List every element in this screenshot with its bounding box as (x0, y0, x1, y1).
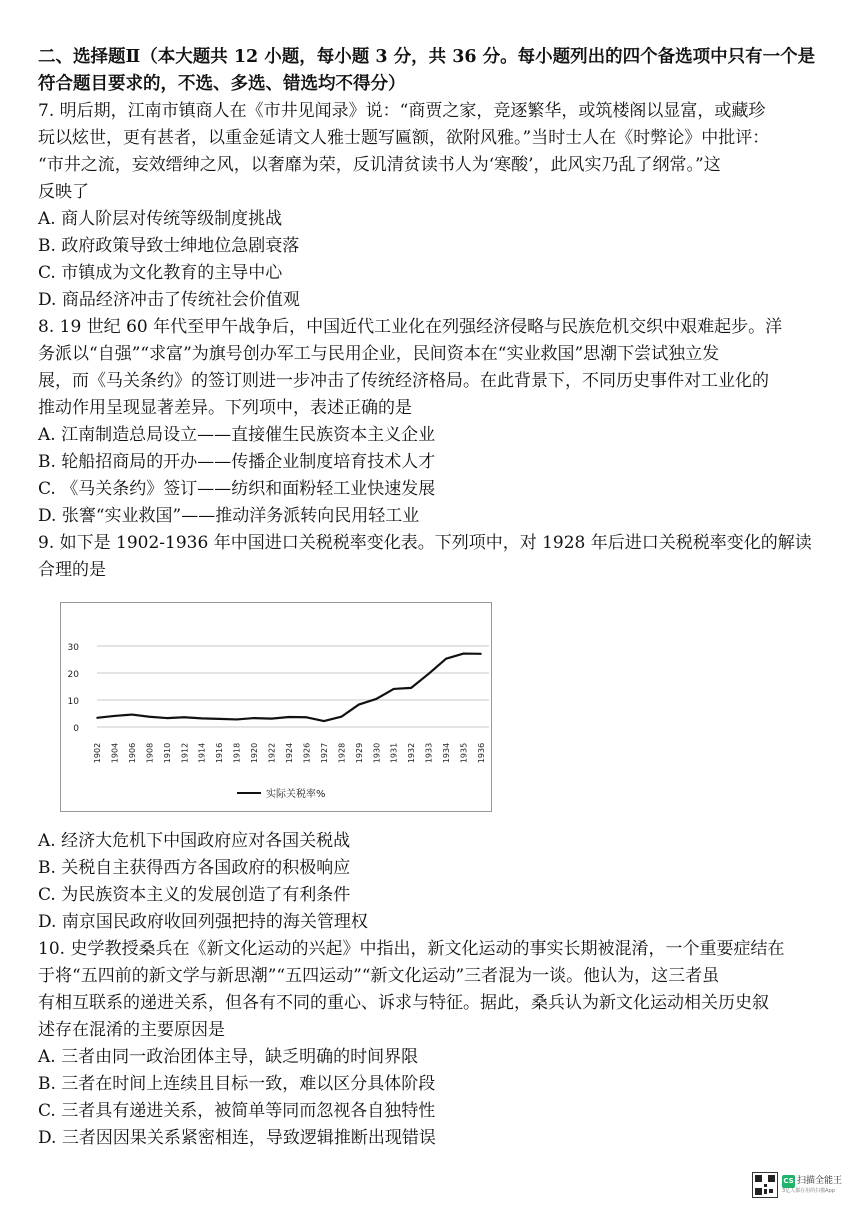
question-7-stem-line3: “市井之流，妄效缙绅之风，以奢靡为荣，反讥清贫读书人为‘寒酸’，此风实乃乱了纲常。”这 (38, 155, 721, 175)
legend-label-0: 实际关税率% (266, 789, 326, 800)
question-8 (38, 314, 822, 530)
x-tick-label-1931: 1931 (389, 742, 399, 764)
data-point-1906 (131, 714, 133, 716)
data-point-1933 (428, 673, 430, 675)
x-tick-label-1933: 1933 (424, 742, 434, 764)
question-7-option-d: D. 商品经济冲击了传统社会价值观 (38, 290, 300, 310)
x-tick-label-1932: 1932 (407, 742, 417, 764)
data-point-1902 (96, 717, 98, 719)
data-point-1928 (341, 716, 343, 718)
data-point-1918 (236, 719, 238, 721)
section-title-line1: 二、选择题Ⅱ（本大题共 12 小题，每小题 3 分，共 36 分。每小题列出的四个备选项中只有一个是 (38, 47, 816, 67)
scanner-watermark (752, 1168, 844, 1202)
y-tick-label-0: 0 (73, 724, 79, 734)
x-tick-label-1930: 1930 (372, 742, 382, 764)
x-tick-label-1935: 1935 (459, 742, 469, 764)
data-point-1914 (201, 718, 203, 720)
question-7-stem-line2: 玩以炫世，更有甚者，以重金延请文人雅士题写匾额，欲附风雅。”当时士人在《时弊论》中批评： (38, 128, 770, 148)
question-8-option-b: B. 轮船招商局的开办——传播企业制度培育技术人才 (38, 452, 436, 472)
x-tick-label-1914: 1914 (197, 742, 207, 764)
x-tick-label-1906: 1906 (127, 742, 137, 764)
x-tick-label-1910: 1910 (162, 742, 172, 764)
scanner-brand: 扫描全能王 (797, 1176, 843, 1186)
question-9-option-c: C. 为民族资本主义的发展创造了有利条件 (38, 885, 351, 905)
y-tick-label-30: 30 (67, 643, 79, 653)
data-point-1926 (306, 716, 308, 718)
data-point-1910 (166, 717, 168, 719)
x-tick-label-1927: 1927 (319, 742, 329, 764)
x-tick-label-1936: 1936 (477, 742, 486, 764)
x-tick-label-1920: 1920 (250, 742, 260, 764)
data-point-1924 (288, 716, 290, 718)
question-10-stem-line2: 于将“五四前的新文学与新思潮”“五四运动”“新文化运动”三者混为一谈。他认为，这三者虽 (38, 966, 720, 986)
data-point-1930 (375, 698, 377, 700)
x-tick-label-1904: 1904 (110, 742, 120, 764)
question-7-option-b: B. 政府政策导致士绅地位急剧衰落 (38, 236, 300, 256)
section-title-line2: 符合题目要求的，不选、多选、错选均不得分） (38, 74, 406, 94)
question-7-option-c: C. 市镇成为文化教育的主导中心 (38, 263, 283, 283)
y-tick-label-20: 20 (67, 670, 79, 680)
question-10-stem-line1: 10. 史学教授桑兵在《新文化运动的兴起》中指出，新文化运动的事实长期被混淆，一个重要症结在 (38, 939, 785, 959)
x-tick-label-1908: 1908 (145, 742, 155, 764)
tariff-chart-svg (61, 603, 491, 811)
question-10-option-d: D. 三者因因果关系紧密相连，导致逻辑推断出现错误 (38, 1128, 436, 1148)
x-tick-label-1926: 1926 (302, 742, 312, 764)
question-9-option-a: A. 经济大危机下中国政府应对各国关税战 (38, 831, 351, 851)
scanner-brand-sub: 3亿人都在用的扫描App (782, 1188, 835, 1194)
question-10 (38, 936, 822, 1152)
data-point-1932 (410, 687, 412, 689)
question-9-stem-line2: 合理的是 (38, 560, 106, 580)
x-tick-label-1922: 1922 (267, 742, 277, 764)
data-point-1934 (445, 658, 447, 660)
data-point-1916 (218, 718, 220, 720)
x-tick-label-1929: 1929 (354, 742, 364, 764)
question-7-stem-line1: 7. 明后期，江南市镇商人在《市井见闻录》说：“商贾之家，竞逐繁华，或筑楼阁以显富，或藏珍 (38, 101, 766, 121)
question-10-option-a: A. 三者由同一政治团体主导，缺乏明确的时间界限 (38, 1047, 419, 1067)
question-10-stem-line4: 述存在混淆的主要原因是 (38, 1020, 225, 1040)
question-8-stem-line1: 8. 19 世纪 60 年代至甲午战争后，中国近代工业化在列强经济侵略与民族危机交织中艰难起步。洋 (38, 317, 783, 337)
data-point-1931 (393, 688, 395, 690)
exam-page (38, 44, 822, 1152)
question-9-stem-line1: 9. 如下是 1902-1936 年中国进口关税税率变化表。下列项中，对 1928 年后进口关税税率变化的解读 (38, 533, 812, 553)
data-point-1908 (149, 716, 151, 718)
qr-code-icon (752, 1172, 778, 1198)
cs-logo: CS (782, 1175, 795, 1188)
question-10-option-c: C. 三者具有递进关系，被简单等同而忽视各自独特性 (38, 1101, 436, 1121)
question-9 (38, 530, 822, 936)
data-point-1920 (253, 717, 255, 719)
question-8-option-d: D. 张謇“实业救国”——推动洋务派转向民用轻工业 (38, 506, 420, 526)
question-10-stem-line3: 有相互联系的递进关系，但各有不同的重心、诉求与特征。据此，桑兵认为新文化运动相关历史叙 (38, 993, 769, 1013)
data-point-1936 (480, 653, 482, 655)
question-8-option-a: A. 江南制造总局设立——直接催生民族资本主义企业 (38, 425, 436, 445)
x-tick-label-1928: 1928 (337, 742, 347, 764)
data-point-1904 (114, 715, 116, 717)
x-tick-label-1918: 1918 (232, 742, 242, 764)
data-point-1935 (463, 653, 465, 655)
x-tick-label-1902: 1902 (93, 742, 102, 764)
question-8-option-c: C. 《马关条约》签订——纺织和面粉轻工业快速发展 (38, 479, 436, 499)
question-9-option-b: B. 关税自主获得西方各国政府的积极响应 (38, 858, 351, 878)
question-10-option-b: B. 三者在时间上连续且目标一致，难以区分具体阶段 (38, 1074, 436, 1094)
x-tick-label-1934: 1934 (442, 742, 452, 764)
question-7 (38, 98, 822, 314)
data-point-1929 (358, 704, 360, 706)
series-line-0 (97, 654, 481, 722)
data-point-1912 (183, 716, 185, 718)
question-8-stem-line2: 务派以“自强”“求富”为旗号创办军工与民用企业，民间资本在“实业救国”思潮下尝试独立发 (38, 344, 720, 364)
question-7-stem-line4: 反映了 (38, 182, 89, 202)
y-tick-label-10: 10 (67, 697, 79, 707)
x-tick-label-1916: 1916 (215, 742, 225, 764)
question-8-stem-line3: 展，而《马关条约》的签订则进一步冲击了传统经济格局。在此背景下，不同历史事件对工业化的 (38, 371, 769, 391)
data-point-1922 (271, 718, 273, 720)
x-tick-label-1924: 1924 (285, 742, 294, 764)
question-7-option-a: A. 商人阶层对传统等级制度挑战 (38, 209, 283, 229)
x-tick-label-1912: 1912 (180, 742, 190, 764)
question-9-option-d: D. 南京国民政府收回列强把持的海关管理权 (38, 912, 368, 932)
data-point-1927 (323, 720, 325, 722)
question-8-stem-line4: 推动作用呈现显著差异。下列项中，表述正确的是 (38, 398, 412, 418)
tariff-rate-chart (60, 602, 492, 812)
